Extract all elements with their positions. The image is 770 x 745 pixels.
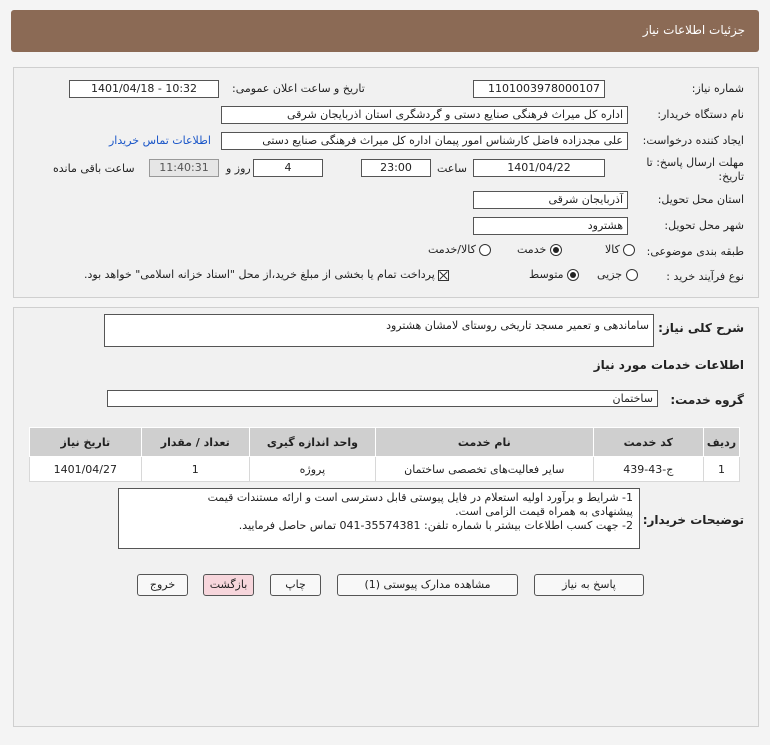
cell-row: 1 [704, 457, 740, 482]
page-title: جزئیات اطلاعات نیاز [642, 23, 745, 37]
notes-field [118, 488, 640, 549]
services-section-title: اطلاعات خدمات مورد نیاز [593, 358, 744, 372]
cell-name: سایر فعالیت‌های تخصصی ساختمان [375, 457, 593, 482]
col-qty: تعداد / مقدار [141, 428, 249, 457]
reply-button[interactable]: پاسخ به نیاز [534, 574, 644, 596]
need-number-field: 1101003978000107 [473, 80, 605, 98]
services-table [29, 427, 740, 482]
category-label: طبقه بندی موضوعی: [646, 245, 744, 258]
cell-qty: 1 [141, 457, 249, 482]
deadline-time-field: 23:00 [361, 159, 431, 177]
cell-code: ج-43-439 [593, 457, 703, 482]
announce-label: تاریخ و ساعت اعلان عمومی: [232, 82, 365, 95]
radio-goods[interactable] [623, 244, 635, 256]
radio-goods-service[interactable] [479, 244, 491, 256]
notes-label: توضیحات خریدار: [642, 513, 744, 527]
city-label: شهر محل تحویل: [664, 219, 744, 232]
notes-line-2: پیشنهادی به همراه قیمت الزامی است. [455, 505, 633, 518]
buyer-contact-link[interactable]: اطلاعات تماس خریدار [109, 134, 211, 147]
back-button[interactable]: بازگشت [203, 574, 254, 596]
page-header [11, 10, 759, 52]
exit-button[interactable]: خروج [137, 574, 188, 596]
col-unit: واحد اندازه گیری [249, 428, 375, 457]
process-option-minor[interactable]: جزیی [597, 268, 638, 281]
province-label: استان محل تحویل: [657, 193, 744, 206]
cell-date: 1401/04/27 [30, 457, 142, 482]
remaining-label: ساعت باقی مانده [53, 162, 135, 175]
category-option-goods-service[interactable]: کالا/خدمت [428, 243, 491, 256]
services-table-wrapper [29, 427, 740, 482]
attachments-button[interactable]: مشاهده مدارک پیوستی (1) [337, 574, 518, 596]
need-info-panel [13, 67, 759, 298]
notes-line-1: 1- شرایط و برآورد اولیه استعلام در فایل پیوستی قابل دسترسی است و ارائه مستندات قیمت [207, 491, 633, 504]
treasury-payment-option[interactable]: پرداخت تمام یا بخشی از مبلغ خرید،از محل "اسناد خزانه اسلامی" خواهد بود. [84, 268, 449, 281]
deadline-label-date: تاریخ: [718, 170, 744, 183]
process-option-medium[interactable]: متوسط [529, 268, 579, 281]
col-name: نام خدمت [375, 428, 593, 457]
buyer-field: اداره کل میراث فرهنگی صنایع دستی و گردشگری استان اذربایجان شرقی [221, 106, 628, 124]
time-label: ساعت [437, 162, 467, 175]
col-code: کد خدمت [593, 428, 703, 457]
cell-unit: پروژه [249, 457, 375, 482]
category-option-service[interactable]: خدمت [517, 243, 562, 256]
category-option-goods[interactable]: کالا [605, 243, 635, 256]
table-row [30, 457, 740, 482]
days-remaining-field: 4 [253, 159, 323, 177]
radio-minor[interactable] [626, 269, 638, 281]
creator-field: علی مجدزاده فاضل کارشناس امور پیمان اداره کل میراث فرهنگی صنایع دستی [221, 132, 628, 150]
summary-label: شرح کلی نیاز: [658, 321, 744, 335]
notes-line-3: 2- جهت کسب اطلاعات بیشتر با شماره تلفن: 35574381-041 تماس حاصل فرمایید. [238, 519, 633, 532]
deadline-date-field: 1401/04/22 [473, 159, 605, 177]
process-label: نوع فرآیند خرید : [666, 270, 744, 283]
col-row: ردیف [704, 428, 740, 457]
deadline-label: مهلت ارسال پاسخ: تا [646, 156, 744, 169]
days-label: روز و [226, 162, 251, 175]
table-header-row [30, 428, 740, 457]
need-number-label: شماره نیاز: [691, 82, 744, 95]
service-group-field: ساختمان [107, 390, 658, 407]
col-date: تاریخ نیاز [30, 428, 142, 457]
creator-label: ایجاد کننده درخواست: [642, 134, 744, 147]
print-button[interactable]: چاپ [270, 574, 321, 596]
province-field: آذربایجان شرقی [473, 191, 628, 209]
summary-field: ساماندهی و تعمیر مسجد تاریخی روستای لامشان هشترود [104, 314, 654, 347]
remaining-time-field: 11:40:31 [149, 159, 219, 177]
radio-medium[interactable] [567, 269, 579, 281]
announce-field: 1401/04/18 - 10:32 [69, 80, 219, 98]
radio-service[interactable] [550, 244, 562, 256]
treasury-checkbox[interactable] [438, 270, 449, 281]
buyer-label: نام دستگاه خریدار: [657, 108, 744, 121]
city-field: هشترود [473, 217, 628, 235]
service-group-label: گروه خدمت: [670, 393, 744, 407]
